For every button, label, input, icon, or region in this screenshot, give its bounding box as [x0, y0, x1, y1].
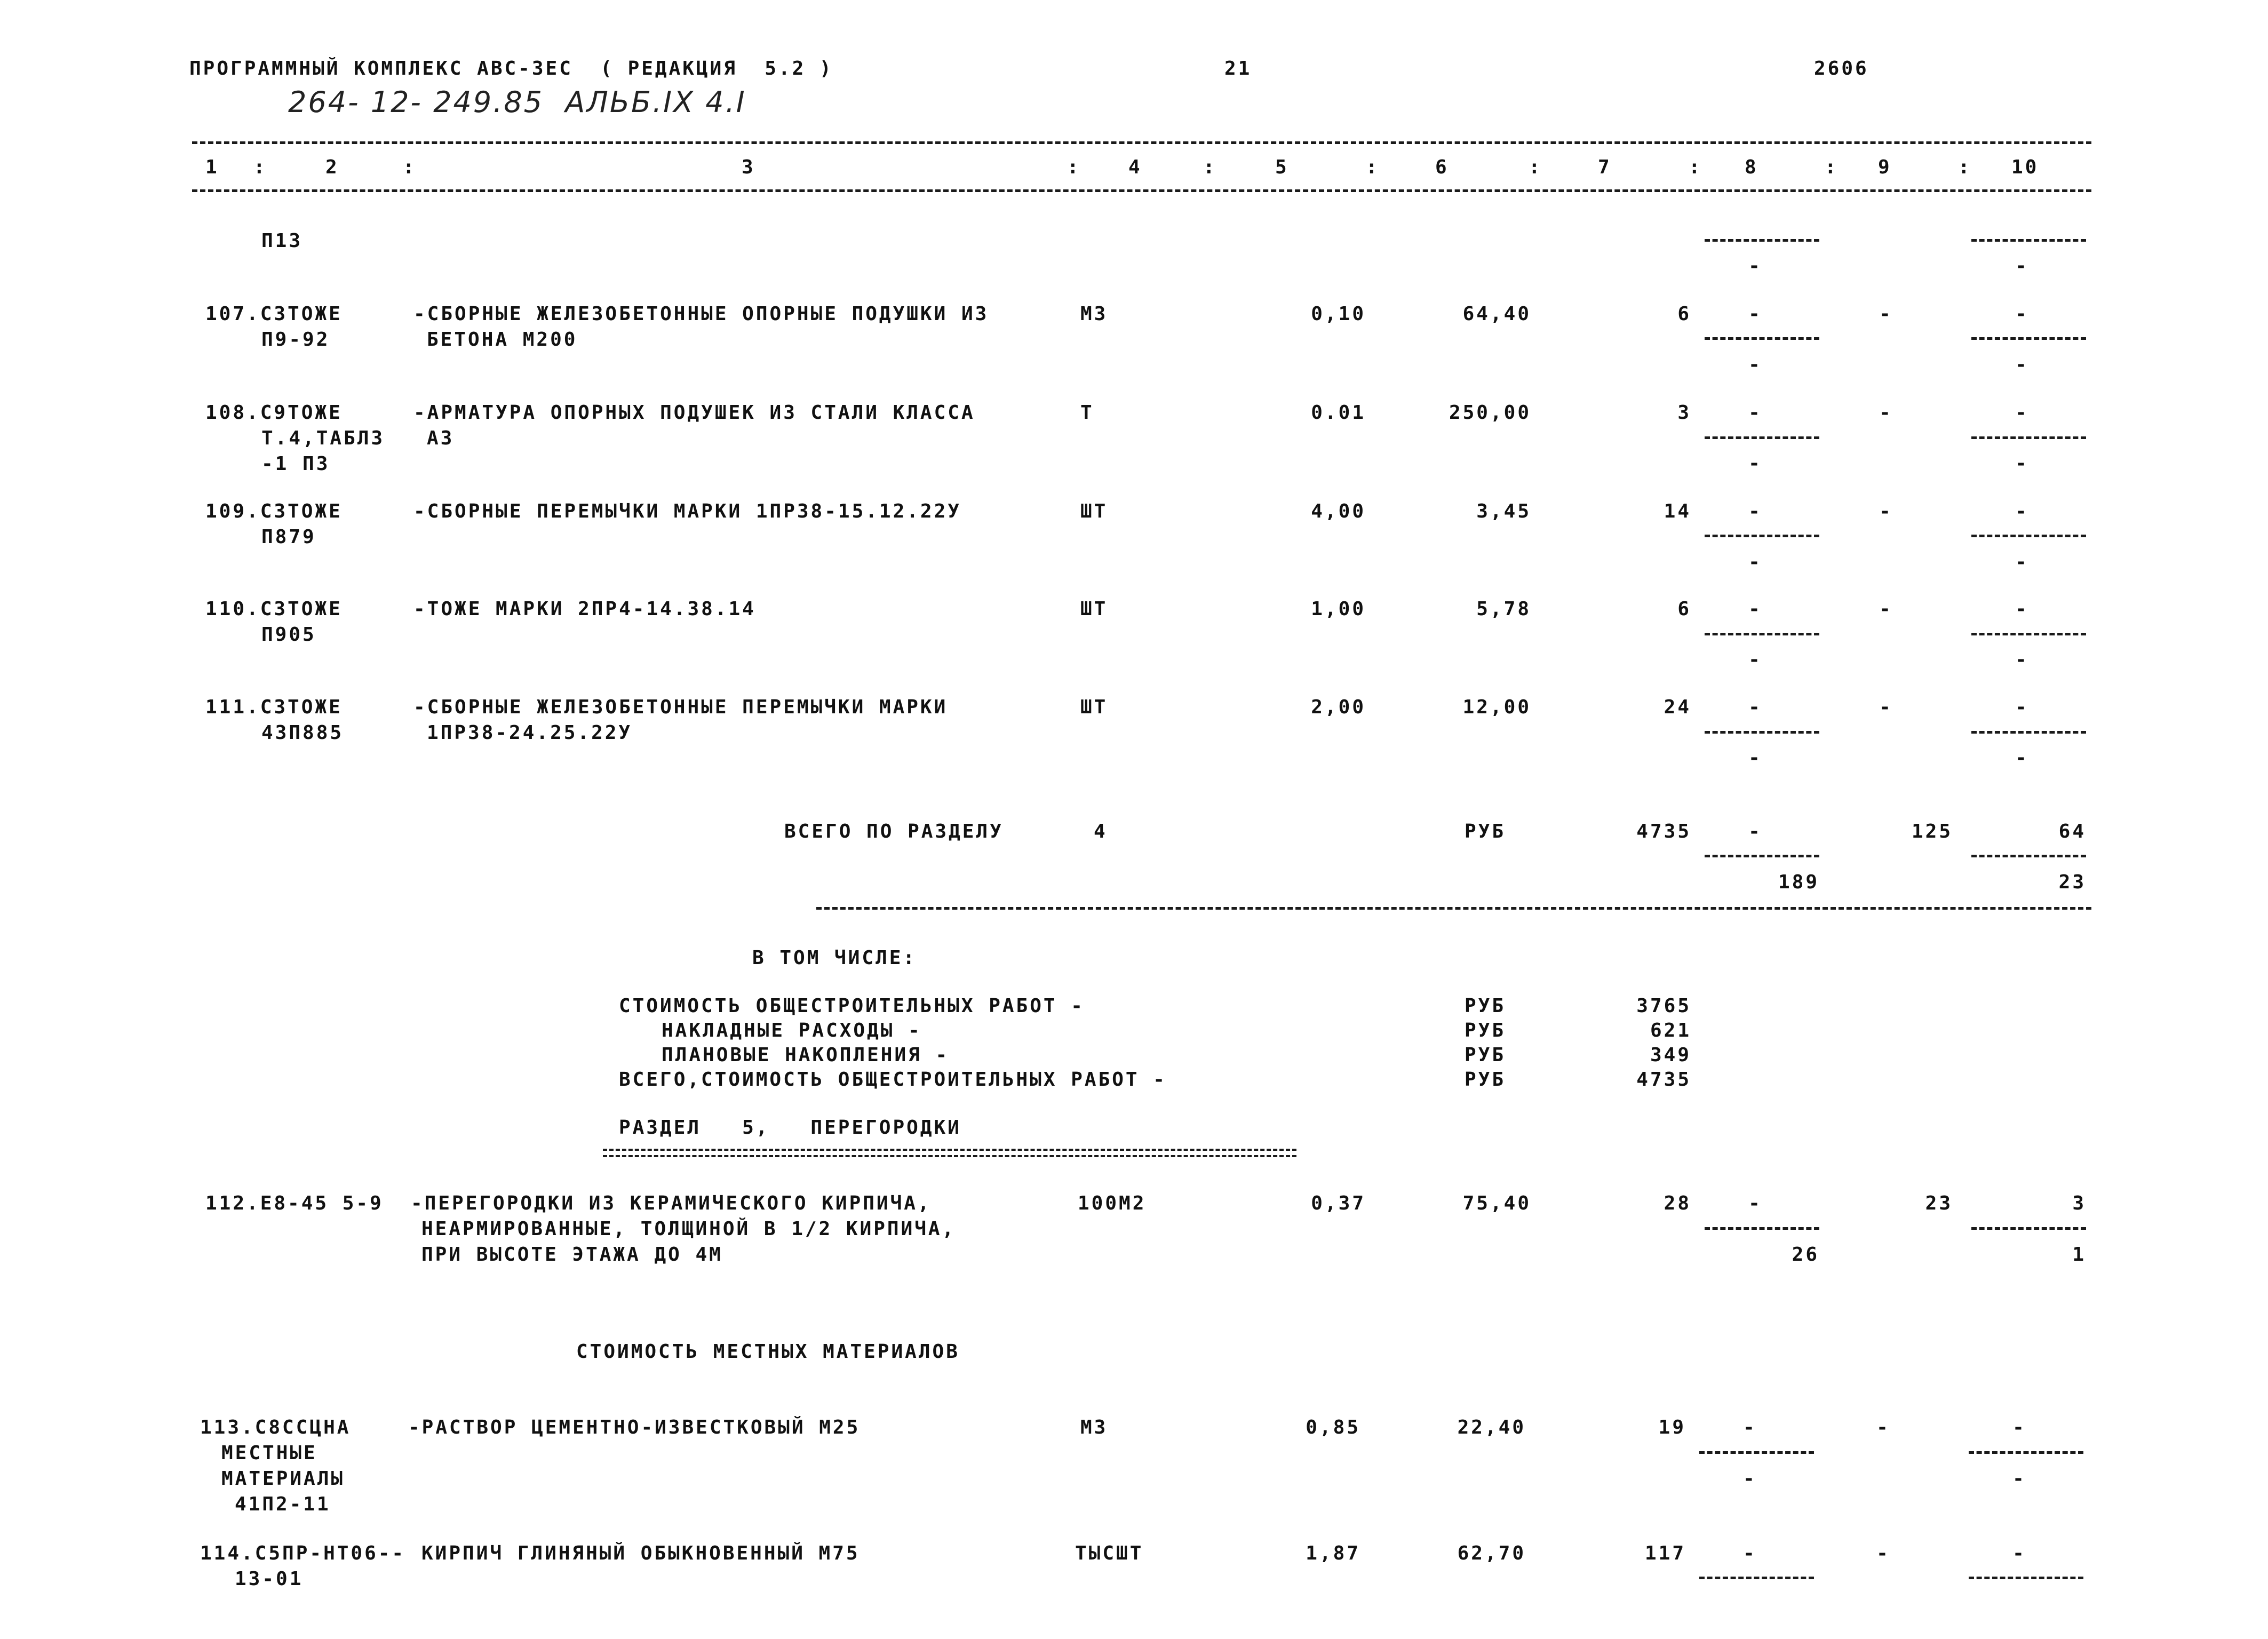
section-5-heading: РАЗДЕЛ 5, ПЕРЕГОРОДКИ: [619, 1117, 961, 1139]
row-unit: М3: [1080, 303, 1108, 325]
including-line-unit: РУБ: [1465, 1069, 1506, 1091]
row-description: -СБОРНЫЕ ПЕРЕМЫЧКИ МАРКИ 1ПР38-15.12.22У: [413, 500, 961, 522]
row-c10-top: -: [2012, 1417, 2026, 1438]
row-c10-top: -: [2015, 598, 2029, 620]
including-line-value: 621: [1650, 1020, 1691, 1041]
c8-rule: [1705, 239, 1819, 242]
c8-rule: [1705, 436, 1819, 439]
row-unit: ТЫСШТ: [1075, 1542, 1144, 1564]
col-4-header: 4: [1128, 156, 1142, 178]
col-separator: :: [1958, 156, 1972, 178]
col-separator: :: [1366, 156, 1380, 178]
row-price: 75,40: [1462, 1192, 1531, 1214]
row-unit: ШТ: [1080, 696, 1108, 718]
sheet-code: 2606: [1814, 58, 1869, 79]
row-c10-bottom: -: [2015, 452, 2029, 474]
c8-rule: [1699, 1577, 1814, 1579]
row-c8-bottom: -: [1748, 551, 1762, 573]
row-c9: -: [1879, 500, 1893, 522]
row-description: -СБОРНЫЕ ЖЕЛЕЗОБЕТОННЫЕ ОПОРНЫЕ ПОДУШКИ ИЗ: [413, 303, 989, 325]
row-reference: МЕСТНЫЕ: [221, 1442, 317, 1464]
c10-rule: [1971, 855, 2086, 857]
row-description-cont: НЕАРМИРОВАННЫЕ, ТОЛЩИНОЙ В 1/2 КИРПИЧА,: [421, 1218, 956, 1240]
row-description: -РАСТВОР ЦЕМЕНТНО-ИЗВЕСТКОВЫЙ М25: [408, 1417, 861, 1438]
including-line-unit: РУБ: [1465, 1044, 1506, 1066]
row-reference: 41П2-11: [235, 1493, 331, 1515]
c8-rule: [1705, 535, 1819, 537]
row-unit: ШТ: [1080, 598, 1108, 620]
c10-rule: [1971, 731, 2086, 734]
row-total: 14: [1664, 500, 1691, 522]
handwritten-reference: 264- 12- 249.85 АЛЬБ.IX 4.I: [288, 85, 746, 119]
col-separator: :: [253, 156, 267, 178]
col-2-header: 2: [325, 156, 339, 178]
row-price: 12,00: [1462, 696, 1531, 718]
c8-rule: [1705, 731, 1819, 734]
col-separator: :: [1689, 156, 1702, 178]
row-quantity: 1,00: [1311, 598, 1366, 620]
c8-rule: [1705, 855, 1819, 857]
program-title: ПРОГРАММНЫЙ КОМПЛЕКС АВС-ЗЕС ( РЕДАКЦИЯ 5.2 ): [189, 58, 833, 79]
row-price: 64,40: [1462, 303, 1531, 325]
col-separator: :: [1067, 156, 1081, 178]
col-3-header: 3: [742, 156, 755, 178]
row-quantity: 2,00: [1311, 696, 1366, 718]
including-line-value: 3765: [1636, 995, 1691, 1017]
row-c9: -: [1876, 1417, 1890, 1438]
row-reference: П9-92: [261, 329, 330, 351]
row-c8-top: -: [1748, 500, 1762, 522]
row-reference: Т.4,ТАБЛ3: [261, 427, 385, 449]
c8-rule: [1705, 1227, 1819, 1230]
including-line-label: СТОИМОСТЬ ОБЩЕСТРОИТЕЛЬНЫХ РАБОТ -: [619, 995, 1085, 1017]
section-total-label: ВСЕГО ПО РАЗДЕЛУ: [784, 821, 1004, 842]
header-rule-top: [192, 141, 2091, 144]
row-price: 5,78: [1476, 598, 1531, 620]
row-c8-bottom: -: [1748, 747, 1762, 769]
c10-rule: [1971, 239, 2086, 242]
row-reference-cont: -1 П3: [261, 453, 330, 475]
row-c10-bottom: -: [2015, 354, 2029, 376]
row-description-cont: 1ПР38-24.25.22У: [427, 722, 633, 744]
row-reference: П905: [261, 624, 316, 646]
section-5-underline: [603, 1149, 1296, 1151]
row-unit: Т: [1080, 402, 1094, 424]
row-unit: М3: [1080, 1417, 1108, 1438]
row-c10-top: 3: [2072, 1192, 2086, 1214]
row-c10-top: -: [2015, 696, 2029, 718]
including-label: В ТОМ ЧИСЛЕ:: [752, 947, 917, 969]
section-total-c9: 125: [1911, 821, 1953, 842]
header-rule-bottom: [192, 189, 2091, 192]
col-separator: :: [1203, 156, 1217, 178]
row-description: -СБОРНЫЕ ЖЕЛЕЗОБЕТОННЫЕ ПЕРЕМЫЧКИ МАРКИ: [413, 696, 948, 718]
row-c10-top: -: [2012, 1542, 2026, 1564]
row-reference: 43П885: [261, 722, 344, 744]
row-number-code: 112.Е8-45 5-9: [205, 1192, 384, 1214]
col-separator: :: [1529, 156, 1542, 178]
row-price: 62,70: [1457, 1542, 1526, 1564]
row-number-code: 108.С9ТОЖЕ: [205, 402, 343, 424]
row-c10-top: -: [2015, 303, 2029, 325]
section-number: 4: [1094, 821, 1108, 842]
top-marker-label: П13: [261, 230, 303, 252]
row-c8-top: -: [1748, 1192, 1762, 1214]
including-line-unit: РУБ: [1465, 995, 1506, 1017]
c10-rule: [1971, 1227, 2086, 1230]
row-total: 6: [1677, 598, 1691, 620]
row-total: 117: [1644, 1542, 1686, 1564]
row-description: КИРПИЧ ГЛИНЯНЫЙ ОБЫКНОВЕННЫЙ М75: [421, 1542, 860, 1564]
row-price: 250,00: [1449, 402, 1531, 424]
row-description-cont: БЕТОНА М200: [427, 329, 578, 351]
c10-rule: [1969, 1577, 2083, 1579]
row-number-code: 113.С8ССЦНА: [200, 1417, 351, 1438]
local-materials-heading: СТОИМОСТЬ МЕСТНЫХ МАТЕРИАЛОВ: [576, 1341, 960, 1363]
row-c10-top: -: [2015, 402, 2029, 424]
row-c9: -: [1879, 696, 1893, 718]
including-line-label: ПЛАНОВЫЕ НАКОПЛЕНИЯ -: [662, 1044, 950, 1066]
section-total-c10-top: 64: [2058, 821, 2086, 842]
section-total-c8-top: -: [1748, 821, 1762, 842]
col-separator: :: [403, 156, 417, 178]
row-description: -АРМАТУРА ОПОРНЫХ ПОДУШЕК ИЗ СТАЛИ КЛАССА: [413, 402, 975, 424]
row-unit: ШТ: [1080, 500, 1108, 522]
col-9-header: 9: [1878, 156, 1892, 178]
row-unit: 100М2: [1078, 1192, 1147, 1214]
row-c10-bottom: 1: [2072, 1244, 2086, 1266]
c10-rule: [1971, 535, 2086, 537]
row-quantity: 0,85: [1306, 1417, 1360, 1438]
row-c9: -: [1879, 303, 1893, 325]
section-total-c8-bottom: 189: [1778, 871, 1819, 893]
row-c8-bottom: -: [1748, 452, 1762, 474]
section-total-c10-bottom: 23: [2058, 871, 2086, 893]
row-c8-bottom: -: [1748, 354, 1762, 376]
c8-rule: [1705, 337, 1819, 340]
c10-rule: [1969, 1451, 2083, 1454]
row-number-code: 114.С5ПР-НТ06--: [200, 1542, 406, 1564]
row-number-code: 109.С3ТОЖЕ: [205, 500, 343, 522]
row-quantity: 0.01: [1311, 402, 1366, 424]
row-quantity: 1,87: [1306, 1542, 1360, 1564]
row-total: 28: [1664, 1192, 1691, 1214]
row-c8-bottom: -: [1743, 1468, 1757, 1490]
row-c9: 23: [1925, 1192, 1953, 1214]
row-quantity: 0,10: [1311, 303, 1366, 325]
section-total-unit: РУБ: [1465, 821, 1506, 842]
including-line-value: 4735: [1636, 1069, 1691, 1091]
row-reference: 13-01: [235, 1568, 304, 1590]
including-line-unit: РУБ: [1465, 1020, 1506, 1041]
row-number-code: 110.С3ТОЖЕ: [205, 598, 343, 620]
section-total-rule: [816, 907, 2091, 910]
row-c8-top: -: [1748, 598, 1762, 620]
col-8-header: 8: [1745, 156, 1758, 178]
row-c8-top: -: [1743, 1542, 1757, 1564]
section-5-underline: [603, 1155, 1296, 1157]
c8-rule: [1699, 1451, 1814, 1454]
row-total: 3: [1677, 402, 1691, 424]
row-description-cont: ПРИ ВЫСОТЕ ЭТАЖА ДО 4М: [421, 1244, 723, 1266]
row-c10-top: -: [2015, 500, 2029, 522]
including-line-label: НАКЛАДНЫЕ РАСХОДЫ -: [662, 1020, 922, 1041]
row-c10-bottom: -: [2015, 649, 2029, 671]
row-quantity: 0,37: [1311, 1192, 1366, 1214]
row-c8-bottom: -: [1748, 649, 1762, 671]
row-c8-bottom: 26: [1792, 1244, 1819, 1266]
row-total: 6: [1677, 303, 1691, 325]
row-c10-bottom: -: [2015, 747, 2029, 769]
c8-bottom: -: [1748, 255, 1762, 277]
row-number-code: 107.С3ТОЖЕ: [205, 303, 343, 325]
row-reference: П879: [261, 526, 316, 548]
row-description-cont: А3: [427, 427, 455, 449]
row-c8-top: -: [1743, 1417, 1757, 1438]
col-separator: :: [1825, 156, 1839, 178]
col-7-header: 7: [1598, 156, 1612, 178]
row-quantity: 4,00: [1311, 500, 1366, 522]
row-c10-bottom: -: [2012, 1468, 2026, 1490]
row-c8-top: -: [1748, 696, 1762, 718]
row-total: 19: [1658, 1417, 1686, 1438]
row-c9: -: [1879, 598, 1893, 620]
col-1-header: 1: [205, 156, 219, 178]
c10-rule: [1971, 436, 2086, 439]
row-c8-top: -: [1748, 402, 1762, 424]
row-price: 22,40: [1457, 1417, 1526, 1438]
c10-bottom: -: [2015, 255, 2029, 277]
row-total: 24: [1664, 696, 1691, 718]
row-c9: -: [1879, 402, 1893, 424]
col-10-header: 10: [2011, 156, 2039, 178]
c10-rule: [1971, 337, 2086, 340]
c10-rule: [1971, 633, 2086, 635]
c8-rule: [1705, 633, 1819, 635]
col-5-header: 5: [1275, 156, 1289, 178]
col-6-header: 6: [1435, 156, 1449, 178]
row-reference: МАТЕРИАЛЫ: [221, 1468, 345, 1490]
section-total-value: 4735: [1636, 821, 1691, 842]
row-c8-top: -: [1748, 303, 1762, 325]
row-price: 3,45: [1476, 500, 1531, 522]
row-description: -ТОЖЕ МАРКИ 2ПР4-14.38.14: [413, 598, 756, 620]
row-c9: -: [1876, 1542, 1890, 1564]
row-description: -ПЕРЕГОРОДКИ ИЗ КЕРАМИЧЕСКОГО КИРПИЧА,: [411, 1192, 932, 1214]
page-mark: 21: [1224, 58, 1252, 79]
row-c10-bottom: -: [2015, 551, 2029, 573]
row-number-code: 111.С3ТОЖЕ: [205, 696, 343, 718]
including-line-label: ВСЕГО,СТОИМОСТЬ ОБЩЕСТРОИТЕЛЬНЫХ РАБОТ -: [619, 1069, 1167, 1091]
including-line-value: 349: [1650, 1044, 1691, 1066]
